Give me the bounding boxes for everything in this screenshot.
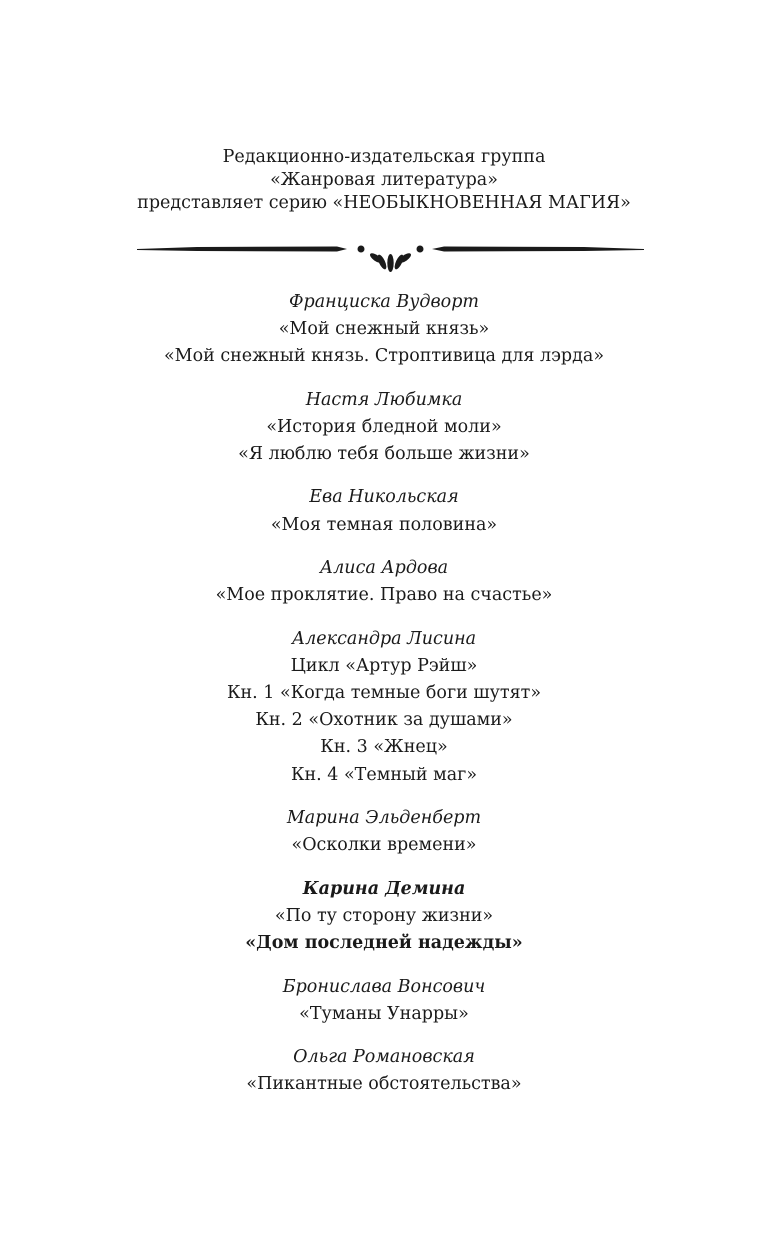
book-title: «По ту сторону жизни» xyxy=(274,906,494,926)
author-name: Настя Любимка xyxy=(305,390,463,410)
publisher-line: Редакционно-издательская группа xyxy=(222,147,546,167)
book-title: «Дом последней надежды» xyxy=(245,933,523,953)
book-title: «Мое проклятие. Право на счастье» xyxy=(215,585,553,605)
author-name: Бронислава Вонсович xyxy=(282,977,486,997)
author-name: Ольга Романовская xyxy=(293,1047,475,1067)
author-name: Марина Эльденберт xyxy=(286,808,482,828)
book-title: Кн. 2 «Охотник за душами» xyxy=(255,710,513,730)
book-title: «Туманы Унарры» xyxy=(299,1004,469,1024)
author-name: Алиса Ардова xyxy=(319,558,449,578)
book-title: «Осколки времени» xyxy=(291,835,477,855)
book-title: Кн. 3 «Жнец» xyxy=(320,737,448,757)
author-name: Франциска Вудворт xyxy=(288,292,480,312)
book-title: Кн. 1 «Когда темные боги шутят» xyxy=(226,683,542,703)
author-name: Александра Лисина xyxy=(291,629,477,649)
decorative-divider-icon xyxy=(137,236,644,272)
book-title: «Пикантные обстоятельства» xyxy=(246,1074,522,1094)
book-title: «Я люблю тебя больше жизни» xyxy=(238,444,530,464)
book-title: Цикл «Артур Рэйш» xyxy=(290,656,478,676)
author-name: Карина Демина xyxy=(302,879,466,899)
book-title: «История бледной моли» xyxy=(266,417,502,437)
book-title: «Мой снежный князь. Строптивица для лэрда» xyxy=(163,346,605,366)
imprint-line: «Жанровая литература» xyxy=(270,170,498,190)
book-title: «Моя темная половина» xyxy=(270,515,498,535)
book-title: Кн. 4 «Темный маг» xyxy=(290,765,478,785)
series-line: представляет серию «НЕОБЫКНОВЕННАЯ МАГИЯ» xyxy=(137,193,631,213)
author-name: Ева Никольская xyxy=(309,487,459,507)
book-title: «Мой снежный князь» xyxy=(278,319,490,339)
